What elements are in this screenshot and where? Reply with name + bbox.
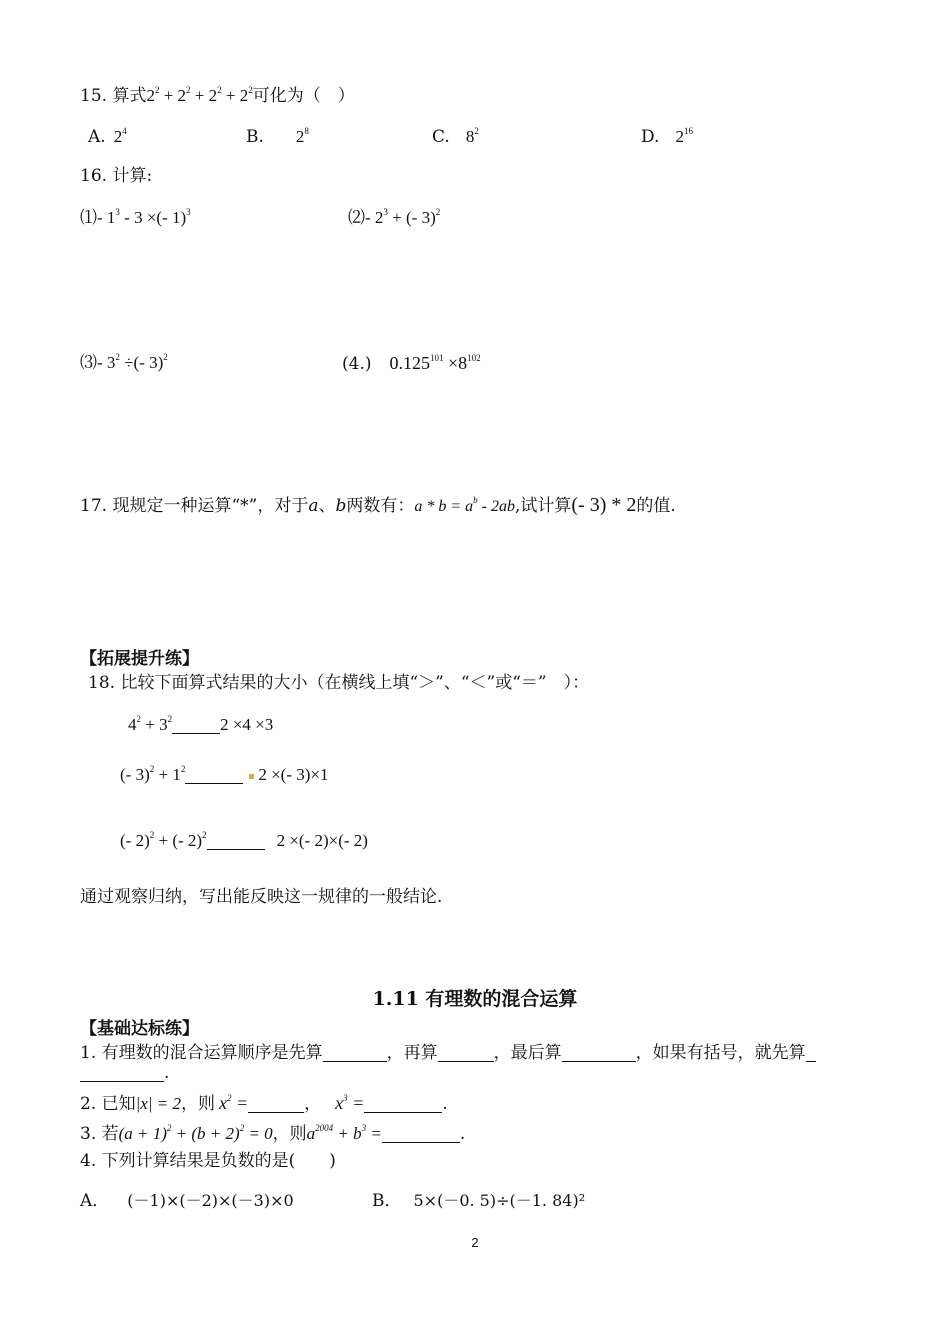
q17-expression: (- 3) * 2 [571, 494, 637, 516]
page-number: 2 [471, 1235, 479, 1250]
option-value: $8^2$ [465, 126, 479, 146]
q15-prefix: 15. 算式 [80, 86, 147, 106]
basic-section-heading: 【基础达标练】 [80, 1019, 199, 1039]
answer-blank[interactable] [323, 1045, 387, 1062]
b3-prefix: 3. 若 [80, 1124, 119, 1144]
b2-x3: $x^3$ = [335, 1093, 365, 1113]
b3-condition: $(a + 1)^2 + (b + 2)^2 = 0$ [118, 1123, 273, 1143]
q18-row-3 [120, 830, 368, 852]
option-value: 5×(－0. 5)÷(－1. 84)² [413, 1191, 586, 1210]
q18-conclusion: 通过观察归纳，写出能反映这一规律的一般结论. [80, 887, 443, 907]
b1-line-2 [80, 1062, 169, 1084]
b2-end: . [442, 1094, 448, 1114]
b2-x2: $x^2$ = [219, 1093, 249, 1113]
b4-option-b [372, 1190, 585, 1212]
row-left: (- $3)^2 + 1^2$ [120, 764, 186, 784]
var-a: a [308, 496, 319, 516]
answer-blank[interactable] [185, 767, 243, 784]
q15-expression: $2^2 + 2^2 + 2^2 + 2^2$ [146, 85, 253, 105]
option-label: D. [641, 127, 660, 147]
var-b: b [335, 496, 347, 516]
q15-suffix: 可化为（ ） [252, 86, 355, 106]
answer-blank[interactable] [438, 1045, 494, 1062]
b3-then: ，则 [272, 1124, 307, 1144]
q16-part1 [80, 207, 191, 229]
b2-prefix: 2. 已知 [80, 1094, 136, 1114]
row-right: 2 ×4 ×3 [220, 715, 274, 734]
q15-option-d [641, 126, 693, 148]
q16-part2 [348, 207, 440, 229]
b1-text: ，如果有括号，就先算 [635, 1043, 806, 1063]
part-expression: $0.125^{101} \times 8^{102}$ [389, 353, 481, 373]
marker-dot [249, 774, 254, 779]
q18-row-2 [120, 764, 329, 786]
b3-end: . [459, 1124, 466, 1144]
q18-row-1 [128, 714, 273, 736]
option-label: B. [246, 127, 264, 147]
part-expression: - $1^3 - 3$ ×(- 1)$^3$ [97, 207, 191, 227]
row-left: (- 2)$^2$ + (- 2)$^2$ [120, 830, 207, 850]
b1-line-1 [80, 1042, 816, 1064]
part-label: ⑶ [80, 353, 97, 373]
q17-suffix: 的值. [636, 496, 676, 516]
answer-blank[interactable] [364, 1096, 442, 1113]
b3-expression: $a^{2004} + b^3$ = [306, 1123, 382, 1143]
b2-condition: |x| = 2 [135, 1094, 181, 1113]
option-label: C. [432, 127, 450, 147]
b1-text: ，再算 [386, 1043, 438, 1063]
answer-blank[interactable] [248, 1096, 304, 1113]
option-value: (－1)×(－2)×(－3)×0 [127, 1191, 294, 1210]
q16-part4 [342, 352, 481, 375]
b2-then: ，则 [181, 1094, 215, 1114]
q17-stem [80, 494, 676, 518]
answer-blank[interactable] [172, 717, 220, 734]
q17-sep: 、 [318, 496, 336, 516]
part-expression: - $2^3$ + (- 3)$^2$ [365, 207, 441, 227]
q16-part3 [80, 352, 168, 374]
option-value: $2^4$ [113, 126, 127, 146]
b2-comma: ， [304, 1094, 322, 1114]
answer-blank[interactable] [562, 1045, 636, 1062]
extension-section-heading: 【拓展提升练】 [80, 649, 199, 669]
b3 [80, 1123, 465, 1145]
q17-prefix: 17. 现规定一种运算“*”，对于 [80, 496, 309, 516]
q15-stem [80, 85, 355, 107]
answer-blank[interactable] [80, 1065, 164, 1082]
b1-text: 1. 有理数的混合运算顺序是先算 [80, 1043, 323, 1063]
b4-title: 4. 下列计算结果是负数的是( ) [80, 1151, 336, 1171]
part-expression: - $3^2$ ÷(- 3)$^2$ [97, 352, 168, 372]
q15-option-a [88, 126, 127, 148]
q17-rule: $a * b = a^b - 2ab$ [414, 495, 515, 515]
option-label: A. [88, 127, 106, 147]
b2 [80, 1092, 448, 1115]
section-title: 1.11 有理数的混合运算 [372, 988, 578, 1010]
part-label: ⑴ [80, 208, 97, 228]
b1-end: . [164, 1063, 170, 1083]
q15-option-c [432, 126, 479, 148]
b4-option-a [80, 1190, 294, 1212]
q17-mid2: ,试计算 [514, 496, 572, 516]
option-value: $2^8$ [295, 126, 309, 146]
answer-blank[interactable] [806, 1045, 816, 1062]
option-label: A． [80, 1191, 110, 1211]
q17-mid: 两数有： [346, 496, 415, 516]
option-label: B． [372, 1191, 402, 1211]
part-label: ⑵ [348, 208, 365, 228]
part-label: (4.) [342, 354, 372, 374]
option-value: $2^{16}$ [675, 126, 693, 146]
q16-title: 16. 计算: [80, 166, 153, 186]
q15-option-b [246, 126, 309, 148]
row-right: 2 ×(- 3)×1 [258, 765, 329, 784]
row-right: 2 ×(- 2)×(- 2) [276, 831, 368, 850]
answer-blank[interactable] [382, 1126, 460, 1143]
q18-title: 18. 比较下面算式结果的大小（在横线上填“＞”、“＜”或“＝” ）： [88, 673, 590, 693]
b1-text: ，最后算 [493, 1043, 562, 1063]
answer-blank[interactable] [207, 833, 265, 850]
row-left: $4^2 + 3^2$ [128, 714, 173, 734]
